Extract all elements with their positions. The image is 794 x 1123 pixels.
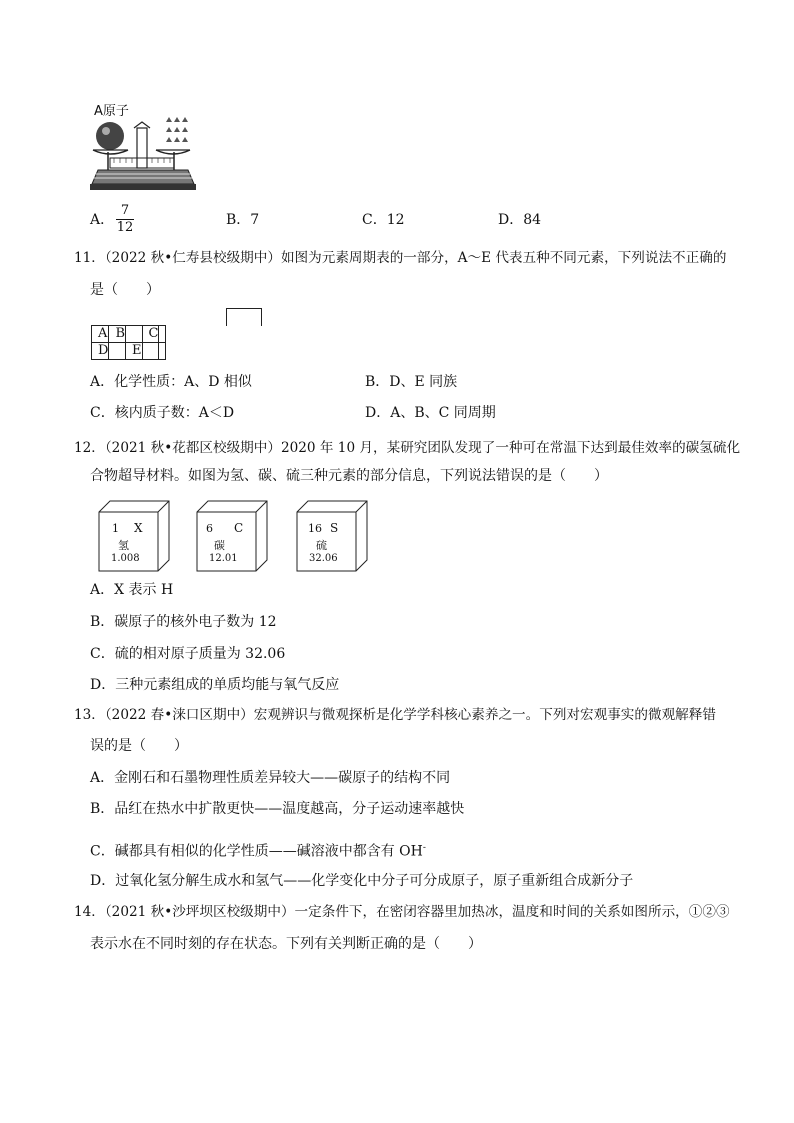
q10-option-b[interactable]: B．7 xyxy=(226,212,260,228)
q13-stem-line2: 误的是（ ） xyxy=(90,738,188,754)
atomic-mass: 32.06 xyxy=(309,553,338,564)
element-card-carbon xyxy=(196,500,268,572)
table-cell xyxy=(159,343,166,360)
table-cell: E xyxy=(126,343,143,360)
table-cell: D xyxy=(92,343,109,360)
q12-option-c[interactable]: C．硫的相对原子质量为 32.06 xyxy=(90,646,286,662)
element-symbol: C xyxy=(234,521,244,535)
q12-stem-line1: 12．（2021 秋•花都区校级期中）2020 年 10 月，某研究团队发现了一种可在常温下达到最佳效率的碳氢硫化 xyxy=(74,440,741,456)
atomic-mass: 1.008 xyxy=(111,553,140,564)
table-cell: C xyxy=(142,326,159,343)
table-top-cell xyxy=(226,308,262,326)
q13-option-c-text: C．碱都具有相似的化学性质——碱溶液中都含有 OH xyxy=(90,843,423,860)
q10-option-a-fraction xyxy=(116,203,134,236)
table-cell: B xyxy=(109,326,126,343)
element-card-sulfur xyxy=(296,500,368,572)
q13-option-c[interactable] xyxy=(90,838,426,862)
q11-option-c[interactable]: C．核内质子数：A＜D xyxy=(90,405,235,421)
table-cell: A xyxy=(92,326,109,343)
q11-option-b[interactable]: B．D、E 同族 xyxy=(365,374,458,390)
table-cell xyxy=(142,343,159,360)
element-card-hydrogen xyxy=(98,500,170,572)
q12-option-a[interactable]: A．X 表示 H xyxy=(90,582,174,598)
table-cell xyxy=(126,326,143,343)
q11-stem-line1: 11．（2022 秋•仁寿县校级期中）如图为元素周期表的一部分，A～E 代表五种不同元素，下列说法不正确的 xyxy=(74,250,727,266)
q11-option-a[interactable]: A．化学性质：A、D 相似 xyxy=(90,374,252,390)
table-row xyxy=(92,326,166,343)
q10-option-a-prefix[interactable]: A． xyxy=(90,212,115,228)
q11-option-d[interactable]: D．A、B、C 同周期 xyxy=(365,405,496,421)
q13-option-b[interactable]: B．品红在热水中扩散更快——温度越高，分子运动速率越快 xyxy=(90,801,465,817)
q12-option-d[interactable]: D．三种元素组成的单质均能与氧气反应 xyxy=(90,677,340,693)
balance-label: A原子 xyxy=(94,104,129,119)
atomic-number: 16 xyxy=(308,522,322,535)
q10-option-d[interactable]: D．84 xyxy=(498,212,542,228)
element-name: 氢 xyxy=(118,539,129,552)
fraction-denominator: 12 xyxy=(116,220,134,235)
element-name: 硫 xyxy=(316,539,327,552)
q13-option-c-superscript: - xyxy=(422,843,426,853)
atomic-mass: 12.01 xyxy=(209,553,238,564)
q10-option-c[interactable]: C．12 xyxy=(362,212,405,228)
fraction-numerator: 7 xyxy=(120,203,130,218)
q14-stem-line1: 14．（2021 秋•沙坪坝区校级期中）一定条件下，在密闭容器里加热冰，温度和时间的关系如图所示，①②③ xyxy=(74,904,730,920)
q12-stem-line2: 合物超导材料。如图为氢、碳、硫三种元素的部分信息，下列说法错误的是（ ） xyxy=(90,468,608,484)
q13-stem-line1: 13．（2022 春•涞口区期中）宏观辨识与微观探析是化学学科核心素养之一。下列对宏观事实的微观解释错 xyxy=(74,707,716,723)
element-name: 碳 xyxy=(214,539,225,552)
table-cell xyxy=(109,343,126,360)
table-row xyxy=(92,343,166,360)
element-symbol: X xyxy=(134,521,143,535)
q11-stem-line2: 是（ ） xyxy=(90,282,160,298)
atomic-number: 6 xyxy=(206,522,213,535)
balance-figure xyxy=(88,100,198,196)
table-cell xyxy=(159,326,166,343)
q13-option-a[interactable]: A．金刚石和石墨物理性质差异较大——碳原子的结构不同 xyxy=(90,770,451,786)
q12-option-b[interactable]: B．碳原子的核外电子数为 12 xyxy=(90,614,277,630)
q14-stem-line2: 表示水在不同时刻的存在状态。下列有关判断正确的是（ ） xyxy=(90,936,482,952)
q13-option-d[interactable]: D．过氧化氢分解生成水和氢气——化学变化中分子可分成原子，原子重新组合成新分子 xyxy=(90,873,634,889)
balance-scale-icon xyxy=(88,100,198,196)
atomic-number: 1 xyxy=(112,522,119,535)
element-symbol: S xyxy=(330,521,339,535)
periodic-table xyxy=(91,325,166,360)
